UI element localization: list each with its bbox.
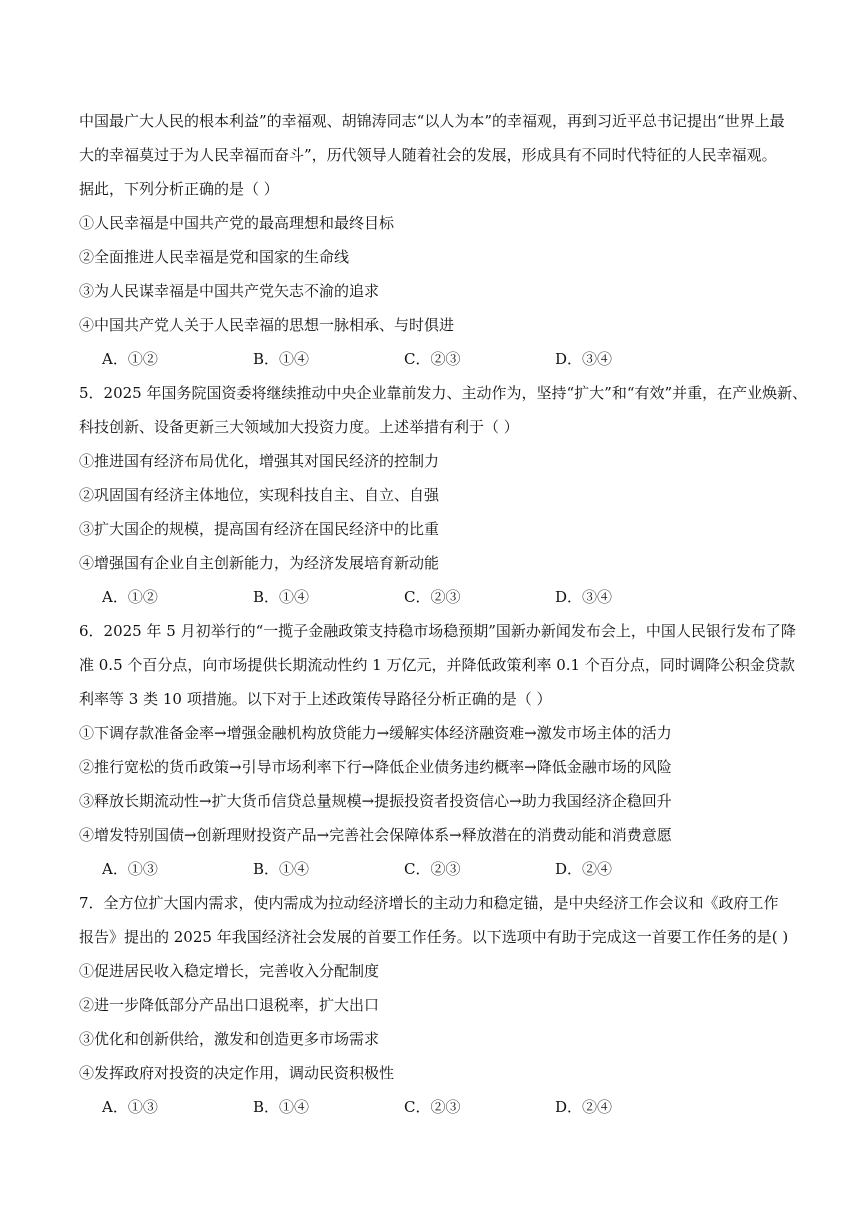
q5-item-4: ④增强国有企业自主创新能力，为经济发展培育新动能: [79, 554, 440, 572]
q7-stem-line-1: 7．全方位扩大国内需求，使内需成为拉动经济增长的主动力和稳定锚，是中央经济工作会议和《政府工作: [79, 894, 779, 912]
q6-stem-line-1: 6．2025 年 5 月初举行的“一揽子金融政策支持稳市场稳预期”国新办新闻发布会上，中国人民银行发布了降: [79, 622, 796, 640]
q6-option-d[interactable]: D．②④: [555, 860, 613, 878]
q6-option-b[interactable]: B．①④: [253, 860, 310, 878]
q7-item-1: ①促进居民收入稳定增长，完善收入分配制度: [79, 962, 380, 980]
q4-item-1: ①人民幸福是中国共产党的最高理想和最终目标: [79, 214, 395, 232]
q4-stem-line-2: 大的幸福莫过于为人民幸福而奋斗”，历代领导人随着社会的发展，形成具有不同时代特征的人民幸福观。: [79, 146, 777, 164]
q7-option-a[interactable]: A．①③: [102, 1098, 158, 1116]
q6-option-a[interactable]: A．①③: [102, 860, 158, 878]
q6-stem-line-2: 准 0.5 个百分点，向市场提供长期流动性约 1 万亿元，并降低政策利率 0.1 个百分点，同时调降公积金贷款: [79, 656, 795, 674]
q5-stem-line-2: 科技创新、设备更新三大领域加大投资力度。上述举措有利于（ ）: [79, 418, 519, 436]
q7-item-4: ④发挥政府对投资的决定作用，调动民资积极性: [79, 1064, 395, 1082]
q6-item-1: ①下调存款准备金率→增强金融机构放贷能力→缓解实体经济融资难→激发市场主体的活力: [79, 724, 672, 742]
q4-item-2: ②全面推进人民幸福是党和国家的生命线: [79, 248, 350, 266]
q4-stem-line-1: 中国最广大人民的根本利益”的幸福观、胡锦涛同志“以人为本”的幸福观，再到习近平总书记提出“世界上最: [79, 112, 785, 130]
q7-item-2: ②进一步降低部分产品出口退税率，扩大出口: [79, 996, 380, 1014]
q5-option-c[interactable]: C．②③: [404, 588, 461, 606]
q5-option-a[interactable]: A．①②: [102, 588, 158, 606]
q4-option-a[interactable]: A．①②: [102, 350, 158, 368]
q4-item-3: ③为人民谋幸福是中国共产党矢志不渝的追求: [79, 282, 380, 300]
q5-item-3: ③扩大国企的规模，提高国有经济在国民经济中的比重: [79, 520, 440, 538]
q6-item-2: ②推行宽松的货币政策→引导市场利率下行→降低企业债务违约概率→降低金融市场的风险: [79, 758, 672, 776]
q4-option-d[interactable]: D．③④: [555, 350, 613, 368]
q5-item-1: ①推进国有经济布局优化，增强其对国民经济的控制力: [79, 452, 440, 470]
q4-option-b[interactable]: B．①④: [253, 350, 310, 368]
q7-item-3: ③优化和创新供给，激发和创造更多市场需求: [79, 1030, 380, 1048]
q6-item-4: ④增发特别国债→创新理财投资产品→完善社会保障体系→释放潜在的消费动能和消费意愿: [79, 826, 672, 844]
q6-item-3: ③释放长期流动性→扩大货币信贷总量规模→提振投资者投资信心→助力我国经济企稳回升: [79, 792, 672, 810]
q4-stem-line-3: 据此，下列分析正确的是（ ）: [79, 180, 279, 198]
q7-option-c[interactable]: C．②③: [404, 1098, 461, 1116]
q7-option-d[interactable]: D．②④: [555, 1098, 613, 1116]
q4-item-4: ④中国共产党人关于人民幸福的思想一脉相承、与时俱进: [79, 316, 455, 334]
q6-option-c[interactable]: C．②③: [404, 860, 461, 878]
q5-stem-line-1: 5．2025 年国务院国资委将继续推动中央企业靠前发力、主动作为，坚持“扩大”和“有效”并重，在产业焕新、: [79, 384, 808, 402]
q5-option-b[interactable]: B．①④: [253, 588, 310, 606]
q4-option-c[interactable]: C．②③: [404, 350, 461, 368]
q7-stem-line-2: 报告》提出的 2025 年我国经济社会发展的首要工作任务。以下选项中有助于完成这一首要工作任务的是( ): [79, 928, 789, 946]
q5-item-2: ②巩固国有经济主体地位，实现科技自主、自立、自强: [79, 486, 440, 504]
q5-option-d[interactable]: D．③④: [555, 588, 613, 606]
q7-option-b[interactable]: B．①④: [253, 1098, 310, 1116]
q6-stem-line-3: 利率等 3 类 10 项措施。以下对于上述政策传导路径分析正确的是（ ）: [79, 690, 552, 708]
